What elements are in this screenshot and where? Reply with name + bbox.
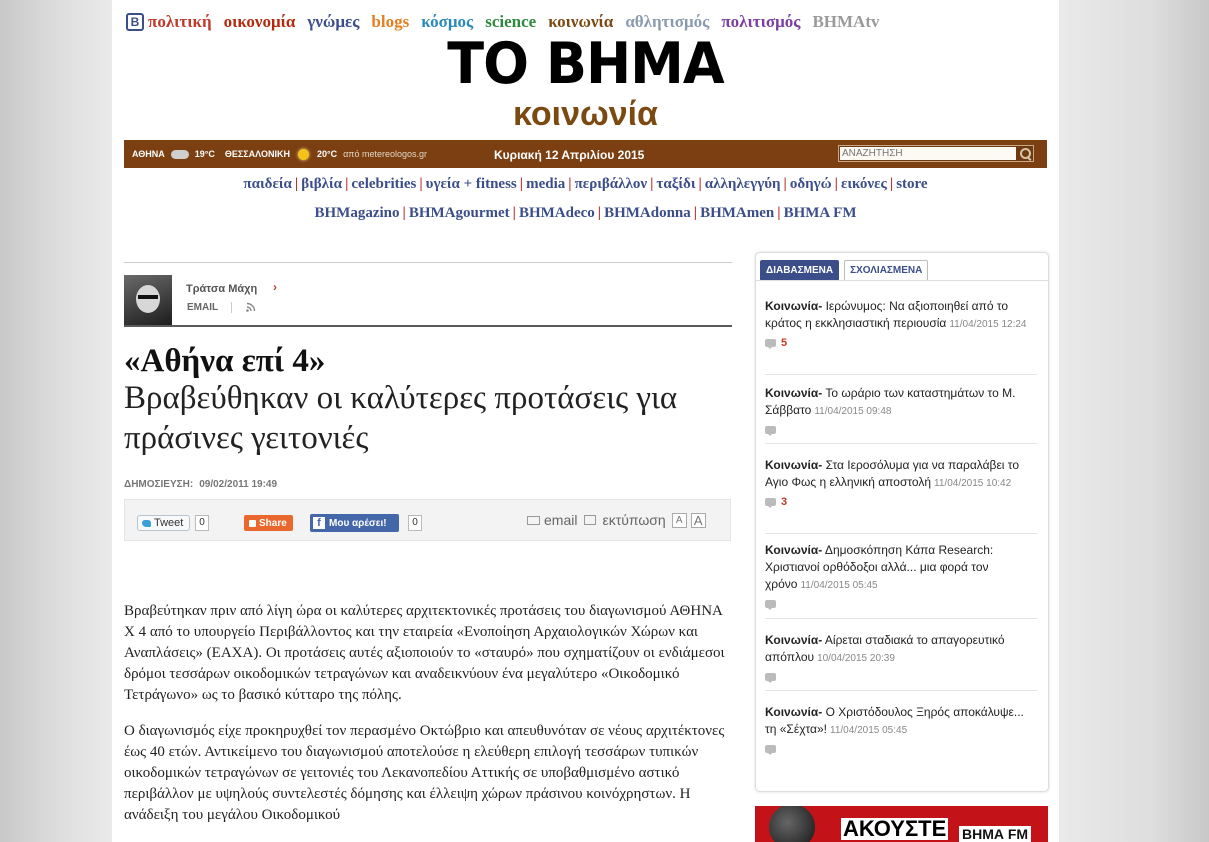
subnav-row-1 (112, 176, 1059, 193)
news-category: Κοινωνία- (765, 458, 823, 472)
chevron-right-icon[interactable]: › (273, 280, 277, 294)
page (112, 0, 1059, 842)
news-timestamp: 11/04/2015 09:48 (814, 406, 892, 417)
comment-icon (765, 426, 776, 434)
weather-temp-thessaloniki: 20°C (316, 149, 338, 159)
subnav-separator: | (519, 176, 524, 192)
rss-icon[interactable] (246, 302, 256, 312)
news-category: Κοινωνία- (765, 386, 823, 400)
comment-count[interactable] (765, 597, 1037, 611)
sidebar-news-item[interactable] (765, 457, 1037, 509)
email-link[interactable]: email (544, 512, 578, 528)
subnav-link[interactable]: BHMA FM (783, 205, 857, 221)
subnav-link[interactable]: περιβάλλον (574, 176, 648, 192)
weather-source[interactable]: από metereologos.gr (343, 149, 428, 159)
subnav-separator: | (698, 176, 702, 192)
subnav-link[interactable]: store (896, 176, 928, 192)
search-input[interactable] (840, 147, 1016, 160)
subnav-separator: | (834, 176, 838, 192)
news-title[interactable]: Στα Ιεροσόλυμα για να παραλάβει το Αγιο Φως η ελληνική αποστολή (765, 458, 1020, 489)
tab-divider (756, 280, 1048, 281)
author-divider (231, 302, 232, 313)
news-timestamp: 11/04/2015 12:24 (949, 319, 1027, 330)
info-bar (124, 140, 1047, 168)
subnav-link[interactable]: οδηγώ (789, 176, 832, 192)
print-icon[interactable] (584, 515, 596, 525)
subnav-separator: | (568, 176, 572, 192)
comment-icon (765, 745, 776, 753)
publication-info (124, 479, 277, 490)
cloud-icon (171, 150, 189, 159)
news-category: Κοινωνία- (765, 543, 823, 557)
like-label: Μου αρέσει! (329, 517, 387, 529)
sidebar-news-item[interactable] (765, 542, 1037, 611)
topnav-link[interactable]: γνώμες (307, 12, 360, 31)
search-icon[interactable] (1017, 146, 1033, 162)
site-logo[interactable]: ΤΟ ΒΗΜΑ (447, 30, 724, 97)
radio-banner-brand: ΒΗΜΑ FM (959, 826, 1031, 842)
comment-count[interactable] (765, 742, 1037, 756)
author-avatar[interactable] (124, 275, 172, 325)
news-timestamp: 10/04/2015 20:39 (817, 653, 895, 664)
sidebar-news-item[interactable] (765, 704, 1037, 756)
share-toolbar (124, 499, 731, 541)
radio-banner-text: ΑΚΟΥΣΤΕ (843, 816, 947, 841)
topnav-link[interactable]: κοινωνία (548, 12, 614, 31)
news-timestamp: 11/04/2015 05:45 (800, 580, 878, 591)
comment-icon (765, 673, 776, 681)
news-category: Κοινωνία- (765, 633, 823, 647)
radio-banner[interactable] (755, 806, 1048, 842)
author-top-divider (124, 262, 732, 263)
topnav-link[interactable]: BHMAtv (812, 12, 880, 31)
topnav-link[interactable]: κόσμος (421, 12, 474, 31)
article-paragraph: Ο διαγωνισμός είχε προκηρυχθεί τον περασμένο Οκτώβριο και απευθυνόταν σε νέους αρχιτέκτονες έως 40 ετών. Αντικείμενο του διαγωνισμού αποτελούσε η ελεύθερη επιλογή τεσσάρων τυπικών οικοδομικών τετραγώνων σε γειτονιές του Λεκανοπεδίου Αττικής σε υποβαθμισμένο αστικό περιβάλλον με υψηλούς συντελεστές δόμησης και έλλειψη χώρων πράσινου κοινόχρηστων. Η ανάδειξη του μεγάλου Οικοδομικού (124, 723, 725, 823)
subnav-separator: | (294, 176, 299, 192)
subnav-link[interactable]: εικόνες (840, 176, 887, 192)
subnav-separator: | (402, 205, 406, 221)
comment-count[interactable] (765, 495, 1037, 509)
subnav-separator: | (777, 205, 781, 221)
subnav-link[interactable]: υγεία + fitness (425, 176, 517, 192)
subnav-link[interactable]: παιδεία (243, 176, 292, 192)
tab-most-commented[interactable]: ΣΧΟΛΙΑΣΜΕΝΑ (844, 260, 928, 281)
tweet-button[interactable] (137, 515, 190, 531)
tab-most-read[interactable]: ΔΙΑΒΑΣΜΕΝΑ (760, 260, 839, 281)
sidebar-item-divider (765, 533, 1037, 534)
article-subheadline: Βραβεύθηκαν οι καλύτερες προτάσεις για πράσινες γειτονιές (124, 380, 678, 456)
home-icon[interactable]: B (126, 13, 144, 31)
news-title[interactable]: Το ωράριο των καταστημάτων το Μ. Σάββατο (765, 386, 1016, 417)
news-title[interactable]: Δημοσκόπηση Κάπα Research: Χριστιανοί ορθόδοξοι αλλά... μια φορά τον χρόνο (765, 543, 994, 591)
subnav-link[interactable]: media (526, 176, 566, 192)
subnav-separator: | (650, 176, 654, 192)
topnav-link[interactable]: πολιτισμός (721, 12, 801, 31)
subnav-separator: | (783, 176, 787, 192)
comment-icon (765, 498, 776, 506)
topnav-link[interactable]: science (485, 12, 537, 31)
like-count: 0 (408, 515, 422, 531)
topnav-link[interactable]: blogs (371, 12, 410, 31)
sidebar-item-divider (765, 443, 1037, 444)
weather-widget (132, 149, 427, 160)
article-header-rule (124, 325, 732, 327)
topnav-link[interactable]: οικονομία (223, 12, 296, 31)
most-read-sidebar (755, 252, 1049, 792)
sun-icon (298, 149, 309, 160)
article-body (124, 601, 732, 841)
subnav-link[interactable]: ταξίδι (656, 176, 696, 192)
sidebar-news-item[interactable] (765, 298, 1037, 350)
search-box (838, 145, 1034, 162)
facebook-like-button[interactable] (310, 514, 399, 532)
news-timestamp: 11/04/2015 10:42 (934, 478, 1012, 489)
comment-count[interactable] (765, 336, 1037, 350)
print-link[interactable]: εκτύπωση (602, 512, 666, 528)
font-increase-button[interactable]: A (691, 513, 706, 528)
publication-label: ΔΗΜΟΣΙΕΥΣΗ: (124, 479, 194, 490)
comment-count-value: 5 (781, 337, 788, 349)
article-headline: «Αθήνα επί 4» (124, 343, 326, 379)
facebook-icon: f (313, 517, 325, 529)
news-category: Κοινωνία- (765, 299, 823, 313)
weather-temp-athens: 19°C (194, 149, 215, 159)
subnav-link[interactable]: celebrities (351, 176, 417, 192)
subnav-row-2 (112, 205, 1059, 222)
news-timestamp: 11/04/2015 05:45 (830, 725, 908, 736)
weather-city-thessaloniki: ΘΕΣΣΑΛΟΝΙΚΗ (224, 149, 290, 159)
section-title[interactable]: κοινωνία (513, 95, 658, 133)
news-title[interactable]: Ο Χριστόδουλος Ξηρός αποκάλυψε... τη «Σέχτα»! (765, 705, 1024, 736)
article-paragraph: Βραβεύτηκαν πριν από λίγη ώρα οι καλύτερες αρχιτεκτονικές προτάσεις του διαγωνισμού ΑΘΗΝΑ Χ 4 από το υπουργείο Περιβάλλοντος και την εταιρεία «Ενοποίηση Αρχαιολογικών Χώρων και Αναπλάσεις» (ΕΑΧΑ). Οι προτάσεις αυτές αξιοποιούν το «σταυρό» που σχηματίζουν οι ενδιάμεσοι δρόμοι τεσσάρων οικοδομικών τετραγώνων και αναδεικνύουν ένα μεγαλύτερο «Οικοδομικό Τετράγωνο» ως το βασικό κύτταρο της πόλης. (124, 603, 725, 703)
news-category: Κοινωνία- (765, 705, 823, 719)
author-email-link[interactable]: EMAIL (187, 302, 219, 313)
tweet-label: Tweet (154, 517, 184, 529)
subnav-link[interactable]: BHMAdeco (518, 205, 595, 221)
topnav-link[interactable]: πολιτική (148, 12, 212, 31)
topnav-link[interactable]: αθλητισμός (625, 12, 710, 31)
tweet-count: 0 (195, 515, 209, 531)
news-title[interactable]: Ιερώνυμος: Να αξιοποιηθεί από το κράτος η εκκλησιαστική περιουσία (765, 299, 1009, 330)
subnav-separator: | (693, 205, 698, 221)
author-name[interactable]: Τράτσα Μάχη (186, 283, 258, 295)
mail-icon[interactable] (527, 516, 540, 525)
sidebar-news-item[interactable] (765, 385, 1037, 437)
comment-count[interactable] (765, 670, 1037, 684)
subnav-link[interactable]: αλληλεγγύη (704, 176, 781, 192)
font-decrease-button[interactable]: A (672, 513, 687, 528)
sidebar-tabs (760, 260, 933, 281)
sidebar-news-item[interactable] (765, 632, 1037, 684)
subnav-separator: | (419, 176, 423, 192)
subnav-link[interactable]: BHMagazino (314, 205, 400, 221)
share-button[interactable] (244, 515, 293, 531)
comment-icon (765, 600, 776, 608)
article-tools (527, 512, 706, 528)
subnav-separator: | (889, 176, 894, 192)
subnav-link[interactable]: BHMAdonna (604, 205, 691, 221)
subnav-separator: | (512, 205, 516, 221)
twitter-bird-icon (142, 520, 151, 527)
publication-date: 09/02/2011 19:49 (199, 479, 278, 490)
comment-count-value: 3 (781, 496, 788, 508)
current-date: Κυριακή 12 Απριλίου 2015 (494, 148, 645, 162)
share-icon (249, 520, 256, 527)
subnav-separator: | (345, 176, 349, 192)
comment-icon (765, 339, 776, 347)
sidebar-item-divider (765, 690, 1037, 691)
subnav-link[interactable]: βιβλία (301, 176, 343, 192)
sidebar-item-divider (765, 374, 1037, 375)
subnav-separator: | (597, 205, 602, 221)
news-title[interactable]: Αίρεται σταδιακά το απαγορευτικό απόπλου (765, 633, 1005, 664)
comment-count[interactable] (765, 423, 1037, 437)
share-label: Share (259, 517, 287, 529)
sidebar-item-divider (765, 618, 1037, 619)
microphone-icon (769, 806, 815, 842)
subnav-link[interactable]: BHMAgourmet (408, 205, 510, 221)
subnav-link[interactable]: BHMAmen (700, 205, 775, 221)
weather-city-athens: ΑΘΗΝΑ (132, 149, 165, 159)
